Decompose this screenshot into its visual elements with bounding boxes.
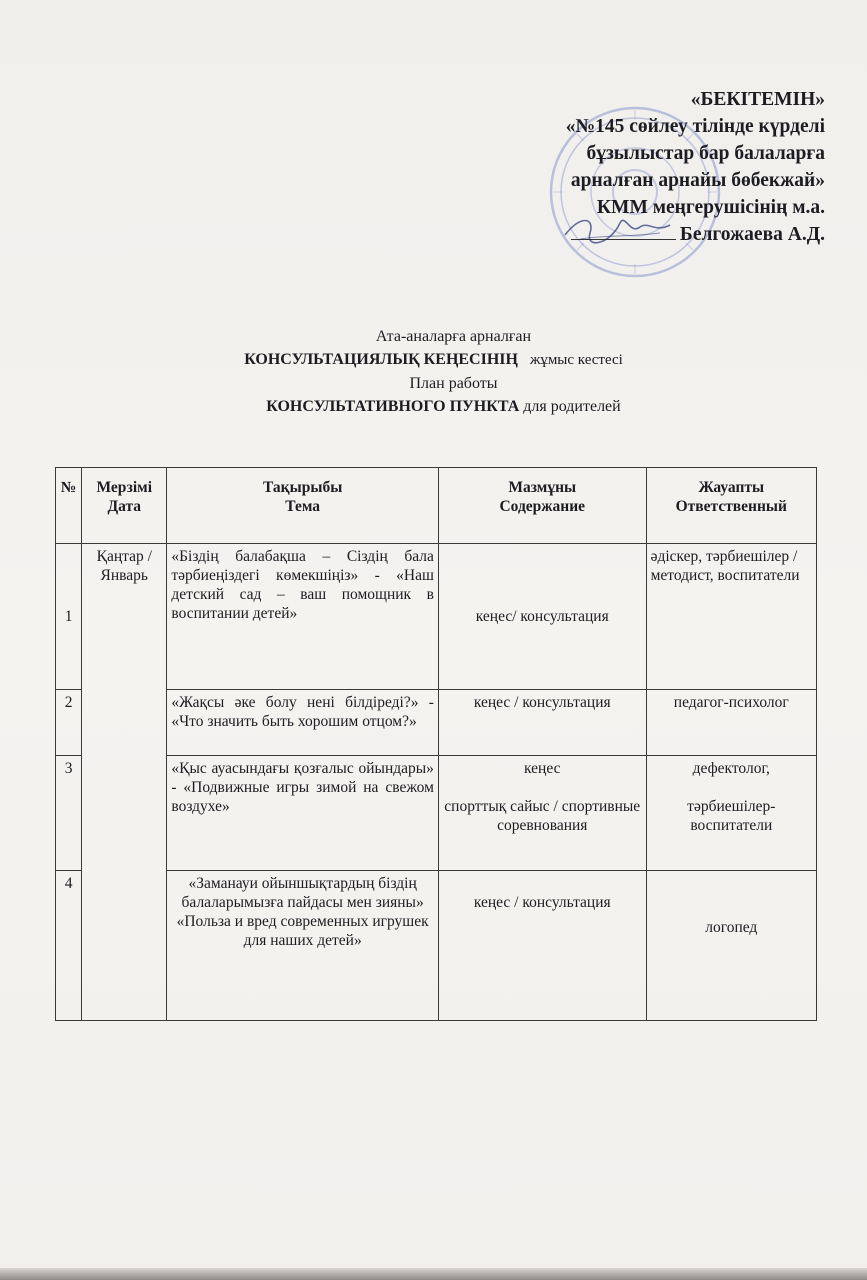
document-title <box>0 325 867 418</box>
content-cell: кеңес / консультация <box>438 690 646 756</box>
content-cell: кеңес/ консультация <box>438 544 646 690</box>
approval-heading: «БЕКІТЕМІН» <box>690 89 825 110</box>
topic-cell: «Заманауи ойыншықтардың біздің балаларымызға пайдасы мен зияны» «Польза и вред современных игрушек для наших детей» <box>167 871 439 1021</box>
content-cell: кеңес спорттық сайыс / спортивные соревнования <box>438 756 646 871</box>
header-content: Мазмұны Содержание <box>438 468 646 544</box>
table-row <box>56 544 817 690</box>
header-topic: Тақырыбы Тема <box>167 468 439 544</box>
topic-cell: «Жақсы әке болу нені білдіреді?» - «Что значить быть хорошим отцом?» <box>167 690 439 756</box>
approval-line: арналған арнайы бөбекжай» <box>570 170 825 191</box>
table-header-row <box>56 468 817 544</box>
title-line-3: План работы <box>409 375 498 392</box>
content-cell: кеңес / консультация <box>438 871 646 1021</box>
row-number: 1 <box>56 544 82 690</box>
responsible-cell: педагог-психолог <box>646 690 816 756</box>
approval-line: «№145 сөйлеу тілінде күрделі <box>565 116 825 137</box>
month-cell: Қаңтар / Январь <box>82 544 167 1021</box>
topic-cell: «Қыс ауасындағы қозғалыс ойындары» - «Подвижные игры зимой на свежом воздухе» <box>167 756 439 871</box>
responsible-cell: дефектолог, тәрбиешілер-воспитатели <box>646 756 816 871</box>
table-row <box>56 756 817 871</box>
table-row <box>56 690 817 756</box>
signature-line <box>571 239 676 240</box>
header-date: Мерзімі Дата <box>82 468 167 544</box>
topic-cell: «Біздің балабақша – Сіздің бала тәрбиеңіздегі көмекшіңіз» - «Наш детский сад – ваш помощник в воспитании детей» <box>167 544 439 690</box>
title-line-2: КОНСУЛЬТАЦИЯЛЫҚ КЕҢЕСІНІҢ жұмыс кестесі <box>244 351 623 368</box>
page-bottom-edge <box>0 1268 867 1280</box>
approval-line: КММ меңгерушісінің м.а. <box>596 197 825 218</box>
table-row <box>56 871 817 1021</box>
title-line-4: КОНСУЛЬТАТИВНОГО ПУНКТА для родителей <box>266 398 621 415</box>
header-num: № <box>56 468 82 544</box>
responsible-cell: әдіскер, тәрбиешілер / методист, воспитатели <box>646 544 816 690</box>
header-responsible: Жауапты Ответственный <box>646 468 816 544</box>
row-number: 4 <box>56 871 82 1021</box>
row-number: 2 <box>56 690 82 756</box>
title-line-1: Ата-аналарға арналған <box>375 328 532 345</box>
schedule-table <box>55 467 817 1021</box>
responsible-cell: логопед <box>646 871 816 1021</box>
approval-signatory: Белгожаева А.Д. <box>495 221 825 248</box>
approval-block <box>495 86 825 248</box>
approval-line: бұзылыстар бар балаларға <box>586 143 825 164</box>
row-number: 3 <box>56 756 82 871</box>
